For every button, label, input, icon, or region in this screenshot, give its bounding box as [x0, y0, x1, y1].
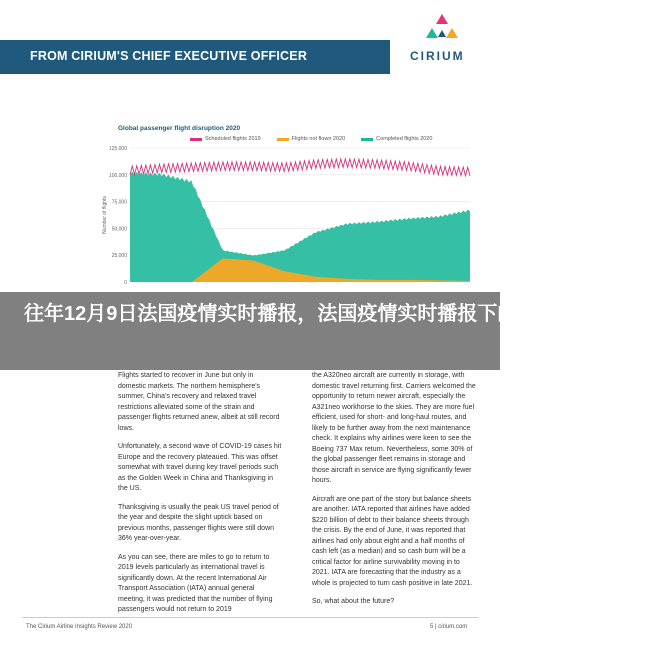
logo-text: CIRIUM — [410, 49, 465, 63]
y-axis-label: Number of flights — [102, 196, 108, 234]
banner-text: 往年12月9日法国疫情实时播报，法国疫情实时播报下的深度洞察，12月 — [24, 303, 660, 325]
article-paragraph: the A320neo aircraft are currently in storage, with domestic travel returning first. Carriers welcomed the opportunity to return newer aircraft, especially the A321neo workhorse to the skies. They are more fuel efficient, used for short- and long-haul routes, and likely to be further away from the next maintenance check. It explains why airlines were keen to see the Boeing 737 Max return. Nevertheless, some 30% of the global passenger fleet remains in storage and those aircraft in service are flying significantly fewer hours. — [312, 372, 476, 484]
article-paragraph: Aircraft are one part of the story but balance sheets are another. IATA reported that airlines have added $220 billion of debt to their balance sheets through the crisis. By the end of June, it was reported that airlines had only about eight and a half months of cash left (as a median) and so cash burn will be a critical factor for airline survivability moving in to 2021. IATA are forecasting that the industry as a whole is projected to turn cash positive in late 2021. — [312, 495, 473, 587]
footer-page: 5 | cirium.com — [430, 624, 468, 630]
y-tick-label: 100,000 — [108, 172, 127, 179]
y-tick-label: 125,000 — [108, 146, 127, 152]
article-paragraph: Thanksgiving is usually the peak US travel period of the year and despite the slight uptick based on previous months, passenger flights were still down 36% year-over-year. — [118, 503, 279, 542]
article-paragraph: Unfortunately, a second wave of COVID-19 cases hit Europe and the recovery plateaued. This was offset somewhat with travel during key travel periods such as the Golden Week in China and Thanksgiving in the US. — [118, 443, 282, 492]
y-tick-label: 50,000 — [111, 226, 127, 233]
legend-item-not-flown: Flights not flown 2020 — [277, 136, 346, 142]
footer-divider — [22, 617, 478, 618]
cirium-logo-icon — [422, 12, 462, 48]
header-title: FROM CIRIUM'S CHIEF EXECUTIVE OFFICER — [30, 49, 308, 63]
article-paragraph: So, what about the future? — [312, 598, 395, 605]
completed-flights-area — [130, 172, 470, 282]
footer-publication: The Cirium Airline Insights Review 2020 — [26, 624, 133, 630]
y-tick-label: 25,000 — [111, 253, 127, 260]
legend-item-scheduled: Scheduled flights 2019 — [190, 136, 261, 142]
article-paragraph: Flights started to recover in June but only in domestic markets. The northern hemisphere's summer, China's recovery and relaxed travel restrictions alleviated some of the strain and passenger flights returned anew, albeit at still record lows. — [118, 372, 280, 432]
article-column-right — [312, 371, 477, 616]
article-column-left — [118, 371, 283, 624]
chart-title: Global passenger flight disruption 2020 — [118, 125, 241, 132]
article-paragraph: As you can see, there are miles to go to return to 2019 levels particularly as international travel is significantly down. At the recent International Air Transport Association (IATA) annual general meeting, it was predicted that the number of flying passengers would not return to 2019 — [118, 553, 273, 613]
flight-disruption-chart — [100, 140, 475, 290]
scheduled-flights-line — [130, 159, 470, 176]
legend-item-completed: Completed flights 2020 — [361, 136, 432, 142]
y-tick-label: 75,000 — [111, 199, 127, 206]
y-tick-label: 0 — [124, 280, 127, 286]
page-header — [0, 0, 500, 100]
